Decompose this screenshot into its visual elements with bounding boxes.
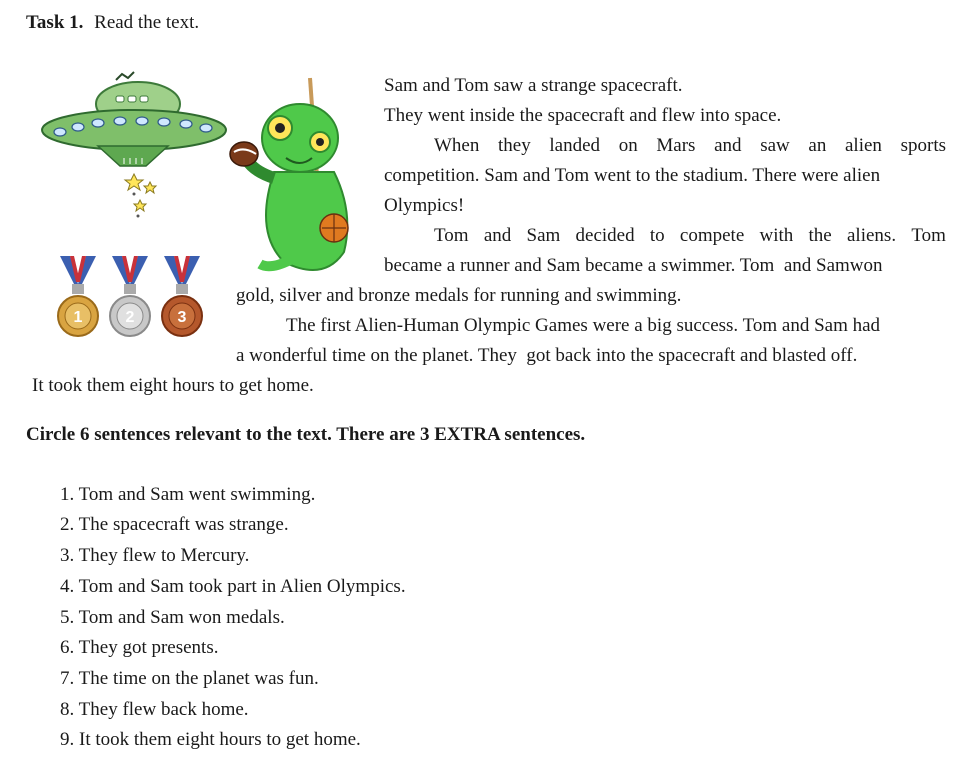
- story-line: When they landed on Mars and saw an alien sports: [434, 135, 946, 156]
- sentence-item[interactable]: 9. It took them eight hours to get home.: [60, 729, 361, 750]
- story-line: Tom and Sam decided to compete with the aliens. Tom: [434, 225, 946, 246]
- sentence-item[interactable]: 1. Tom and Sam went swimming.: [60, 484, 316, 505]
- alien-illustration: [230, 68, 370, 278]
- medals-illustration: [56, 250, 216, 350]
- bronze-medal: [162, 256, 202, 336]
- instruction: Circle 6 sentences relevant to the text. There are 3 EXTRA sentences.: [26, 424, 586, 445]
- gold-medal: [58, 256, 98, 336]
- sentence-item[interactable]: 3. They flew to Mercury.: [60, 545, 250, 566]
- gold-medal-number: 1: [73, 309, 83, 326]
- story-line: became a runner and Sam became a swimmer. Tom and Samwon: [384, 255, 883, 276]
- story-line: competition. Sam and Tom went to the stadium. There were alien: [384, 165, 881, 186]
- silver-medal-number: 2: [125, 309, 135, 326]
- story-line: They went inside the spacecraft and flew into space.: [384, 105, 782, 126]
- silver-medal: [110, 256, 150, 336]
- story-line: Olympics!: [384, 195, 465, 216]
- story-line: The first Alien-Human Olympic Games were a big success. Tom and Sam had: [286, 315, 881, 336]
- sentence-item[interactable]: 5. Tom and Sam won medals.: [60, 607, 285, 628]
- task-heading: [26, 12, 199, 34]
- sentence-item[interactable]: 2. The spacecraft was strange.: [60, 514, 289, 535]
- story-line: Sam and Tom saw a strange spacecraft.: [384, 75, 683, 96]
- bronze-medal-number: 3: [177, 309, 187, 326]
- story-line: gold, silver and bronze medals for running and swimming.: [236, 285, 682, 306]
- story-line: a wonderful time on the planet. They got back into the spacecraft and blasted off.: [236, 345, 858, 366]
- ufo-illustration: [38, 66, 238, 226]
- sentence-item[interactable]: 4. Tom and Sam took part in Alien Olympics.: [60, 576, 406, 597]
- task-title: Read the text.: [94, 12, 200, 33]
- task-number: Task 1.: [26, 12, 84, 33]
- sentence-item[interactable]: 8. They flew back home.: [60, 699, 249, 720]
- sentence-item[interactable]: 7. The time on the planet was fun.: [60, 668, 319, 689]
- story-line: It took them eight hours to get home.: [32, 375, 314, 396]
- sentence-item[interactable]: 6. They got presents.: [60, 637, 219, 658]
